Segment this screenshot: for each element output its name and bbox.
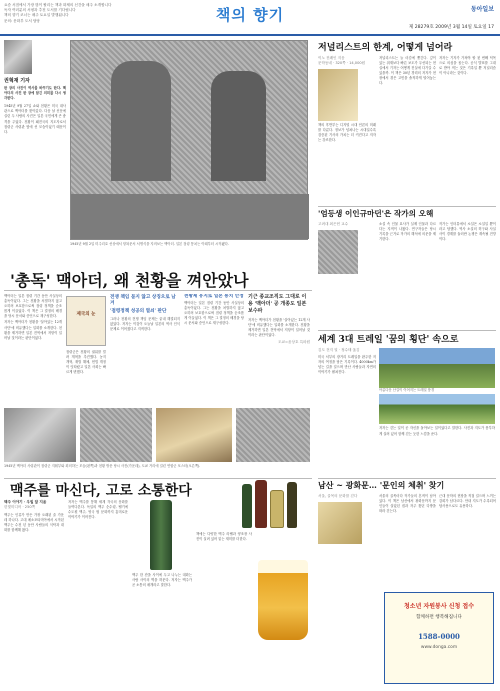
main-quote-col [248,294,310,404]
beer-bottle-illustration [242,484,252,528]
paragraph: 저자는 기자가 가져야 할 첫 번째 덕목으로 의심을 꼽는다. 공식 발표를 그대로 받아 적는 것은 기록일 뿐 저널리즘이 아니라는 것이다. [439,56,496,76]
review-2 [318,208,496,338]
review-4 [318,480,496,590]
paragraph: 저자는 맥주를 통해 세계 각국의 문화를 들여다본다. 독일의 맥주 순수령, 벨기에 수도원 맥주, 영국 펍 문화까지 흥미로운 이야기가 이어진다. [68,500,128,520]
beer-bottle-illustration [255,480,267,528]
strip-photo-4 [236,408,310,462]
ad-headline: 청소년 자원봉사 신청 접수 [403,603,475,610]
review-2-byline: 고려대 최은헌 교수 [318,222,349,226]
beer-info-col [4,500,64,686]
beer-body-col3 [132,500,192,686]
subheading: 전쟁 책임 묻지 않고 상징으로 남겨 [110,295,176,306]
paragraph: 서울의 골목마다 작가들의 흔적이 남아 있다. 이 책은 남산에서 광화문까지 문인들이 살았던 집과 자주 찾던 다방을 따라 걷는다. [379,494,436,514]
main-photo-caption: 1945년 9월 2일 미주리호 선상에서 항복문서 서명식을 지켜보는 맥아더. 일본 점령 통치는 이때부터 시작됐다. [70,242,229,246]
strip-photo-3 [156,408,232,462]
masthead [0,0,500,36]
advertisement[interactable] [384,592,494,684]
divider [318,330,496,331]
divider [318,206,496,207]
masthead-notices [4,3,144,24]
review-3-trail-photo [379,348,495,388]
notice-line: 문의: 문화부 도서 담당 [4,18,40,23]
subheading: 천황제 유지로 일본 통치 안정 [184,294,244,299]
figure-shape [111,61,171,181]
divider [4,478,312,479]
review-1-book-cover [318,69,358,121]
paragraph: 점령군은 천황의 권위를 빌려 개혁을 추진했다. 농지 개혁, 재벌 해체, 헌법 개정이 잇따랐고 일본 사회는 빠르게 변했다. [66,350,106,375]
paragraph: 그러나 천황의 전쟁 책임 문제는 끝내 해결되지 않았다. 저자는 이것이 오늘날 일본의 역사 인식 문제로 이어졌다고 지적한다. [110,317,180,332]
review-1-publisher: 문학동네 · 320쪽 · 14,000원 [318,61,366,65]
columnist-intro: 한 장의 사진이 역사를 바꾸기도 한다. 맥아더의 사진 한 장에 담긴 의미를 다시 생각한다. [4,86,66,101]
paragraph: 근대 문학의 현장을 직접 걸으며 느끼는 감회가 남다르다. 안내 지도가 수록되어 답사용으로도 유용하다. [439,494,496,509]
beer-bottle-photo [150,500,172,570]
review-3 [318,332,496,472]
paragraph: 저자는 맥아더가 천황을 '살아있는 12개 사단'에 비유했다는 일화를 소개한다. 천황을 제거하면 일본 전역에서 저항이 일어날 것이라는 판단이었다. [4,320,62,340]
notice-line: 책의 향기 코너는 매주 토요일 발행됩니다 [4,13,69,18]
review-4-byline: 서울, 골목의 문화를 걷다 [318,494,358,498]
review-2-headline: '엄등생 이인규마던'은 작가의 오해 [318,209,434,218]
paragraph: 저널리스트는 늘 마감에 쫓긴다. 깊이 있는 취재보다 빠른 보도가 우선되는 현실에서 기자는 어떻게 진실에 다가갈 수 있을까. 이 책은 30년 경력의 저자가 현장에서 겪은 고민을 솔직하게 털어놓는다. [379,56,436,86]
paragraph: 소설 속 인물 묘사가 실제 인물과 다르다는 지적이 나왔다. 연구자들은 당시 기록을 근거로 작가의 해석에 의문을 제기한다. [379,222,436,242]
paragraph: 맥주는 인류가 만든 가장 오래된 술 가운데 하나다. 고대 메소포타미아에서 시작된 맥주는 수천 년 동안 사람들의 식탁과 대화를 함께해 왔다. [4,513,64,533]
review-3-headline: 세계 3대 트레일 '꿈의 횡단' 속으로 [318,335,459,345]
paragraph: 맥주 한 잔을 사이에 두고 나누는 대화는 사람 사이의 벽을 허문다. 저자는 맥주가 곧 소통의 매개라고 말한다. [132,573,192,588]
beer-body-col2 [68,500,128,686]
paragraph: 저자는 걷는 일이 곧 자신을 돌아보는 일이었다고 말한다. 사진과 지도가 풍부하게 실려 있어 함께 걷는 듯한 느낌을 준다. [379,426,495,436]
figure-shape [211,71,266,181]
ad-tagline: 함께하면 행복해집니다 [416,615,462,620]
review-3-byline: 김도 전지 열 · 정수태 옮김 [318,348,360,352]
main-body-col2 [66,350,106,405]
section-title: 책의 향기 [215,6,285,24]
strip-photo-2 [80,408,152,462]
review-3-photo-2 [379,394,495,424]
notice-line: 독자 여러분의 서평과 추천 도서를 기다립니다 [4,8,76,13]
review-4-headline: 남산 ~ 광화문… '문인의 체취' 찾기 [318,480,445,490]
issue-date: 제 28279호 2009년 3월 14일 토요일 17 [408,25,494,30]
beer-headline: 맥주를 마신다, 고로 소통한다 [10,483,192,499]
paragraph: 저자는 맥아더가 천황을 '살아있는 12개 사단'에 비유했다는 일화를 소개한다. 천황을 제거하면 일본 전역에서 저항이 일어날 것이라는 판단이었다. [248,318,310,338]
ad-phone: 1588-0000 [418,632,460,641]
strip-caption: 1945년 맥아더 사령관이 점령군 지휘부와 회의하는 모습(왼쪽)과 천황 방문 당시 사진(가운데), 도쿄 거리에 걸린 연합군 포스터(오른쪽). [4,464,201,468]
main-byline: 도쿄=윤상호 특파원 [278,340,310,345]
paragraph: 책에는 다양한 맥주 라벨과 양조장 사진이 실려 있어 읽는 재미를 더한다. [196,532,252,542]
review-1 [318,40,496,190]
paragraph: 미국 서부의 장거리 트레일을 완주한 저자의 여정을 담은 기록이다. 4000km가 넘는 길을 걸으며 만난 사람들과 자연의 이야기가 펼쳐진다. [318,355,376,375]
columnist-body: 1945년 9월 27일 쇼와 천황은 미국 대사관으로 맥아더를 찾아갔다. 다음 날 신문에 실린 두 사람의 사진은 일본 국민에게 큰 충격을 주었다. 천황이 패전국의 지도자로서 점령군 사령관 옆에 선 모습이었기 때문이다. [4,104,66,134]
book-cover [66,296,106,346]
subheading: '점령정책 성공의 열쇠' 판단 [110,309,167,314]
columnist-name: 권혁재 기자 [4,78,30,84]
paragraph: 작가는 인터뷰에서 소설은 소설일 뿐이라고 답했다. 역사 소설의 허구와 사실 사이 경계를 둘러싼 논쟁은 계속될 전망이다. [439,222,496,242]
beer-byline: 맥주 이야기 · 우빌 알 지음 [4,500,47,504]
columnist-photo [4,40,32,74]
divider [318,478,496,479]
main-subheads [110,294,180,404]
notice-line: 요즘 서점에서 가장 많이 팔리는 책과 화제의 신간을 매주 소개합니다 [4,3,112,7]
main-body-col1 [4,294,62,404]
strip-photo-1 [4,408,76,462]
review-2-photo [318,230,358,274]
table-shape [71,194,309,239]
paper-name: 동아일보 [470,6,494,13]
beer-bottle-illustration [287,482,297,528]
main-body-col4 [184,294,244,404]
columnist-box [4,40,66,220]
beer-publisher: 한빛미디어 · 250쪽 [4,505,36,509]
paragraph: 맥아더는 일본 점령 기간 동안 사실상의 총독이었다. 그는 천황을 처벌하지 않고 오히려 보호함으로써 점령 정책을 순조롭게 이끌었다. 이 책은 그 결정의 배경을 당시 문서와 증언으로 재구성한다. [4,294,62,319]
paragraph: 맥아더는 일본 점령 기간 동안 사실상의 총독이었다. 그는 천황을 처벌하지 않고 오히려 보호함으로써 점령 정책을 순조롭게 이끌었다. 이 책은 그 결정의 배경을 당시 문서와 증언으로 재구성한다. [184,301,244,326]
pull-quote: 기근 종교조직도 그대로 이용 '맥아더' 공 개종도 일본 보수파 [248,294,307,314]
beer-body-col4 [196,532,252,686]
review-1-headline: 저널리스트의 한계, 어떻게 넘어라 [318,43,453,53]
review-1-byline: 이노 진쾌인 지음 [318,56,345,60]
ad-url[interactable]: www.donga.com [420,645,458,650]
review-3-caption: 아름다운 산길이 이어지는 트레일 풍경 [379,388,435,392]
main-photo [70,40,308,240]
book-cover-title: 제국의 눈 [76,312,96,317]
beer-can-illustration [270,490,284,528]
paragraph: 책의 후반부는 디지털 시대 언론의 미래를 다룬다. 정보가 넘쳐나는 시대일수록 검증된 기사의 가치는 더 커진다고 저자는 강조한다. [318,123,376,143]
main-headline: '총독' 맥아더, 왜 천황을 껴안았나 [10,271,249,290]
beer-glass-photo [258,560,308,640]
review-4-book-cover [318,502,362,544]
divider [4,290,312,291]
